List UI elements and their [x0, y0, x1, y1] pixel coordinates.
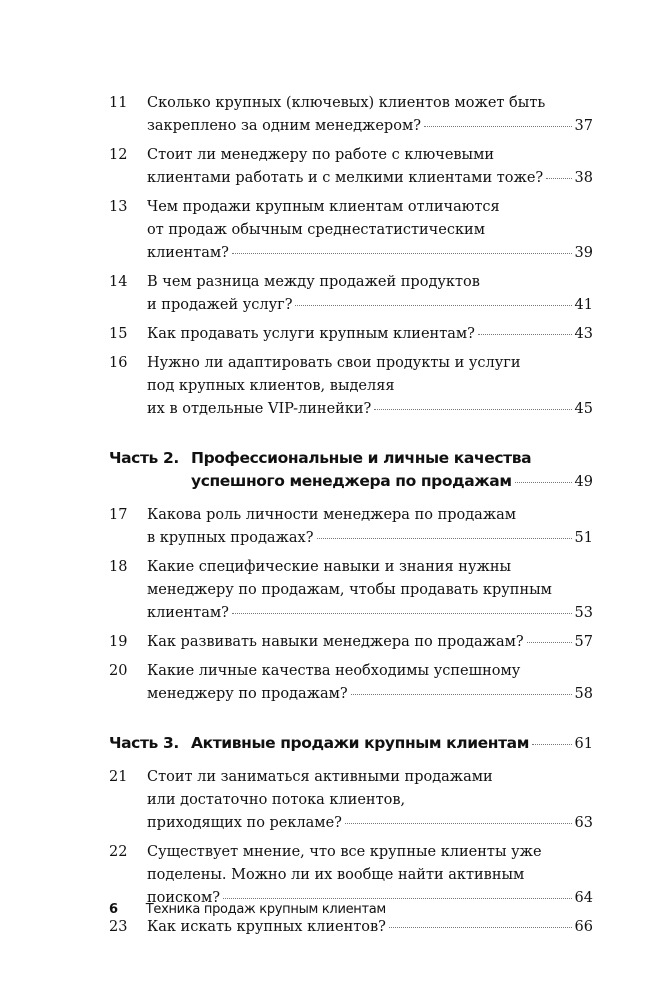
entry-text-line: Существует мнение, что все крупные клиенты уже	[147, 844, 542, 860]
dot-leader	[223, 898, 572, 899]
entry-text-line: В чем разница между продажей продуктов	[147, 274, 480, 290]
entry-text-line: поделены. Можно ли их вообще найти активным	[147, 867, 525, 883]
dot-leader	[232, 613, 572, 614]
page-number: 57	[574, 634, 593, 650]
dot-leader	[389, 927, 572, 928]
entry-number: 21	[109, 769, 128, 785]
entry-text-line: клиентами работать и с мелкими клиентами тоже?	[147, 170, 544, 186]
entry-number: 11	[109, 95, 128, 111]
toc-entry	[109, 504, 593, 550]
entry-text-line: Как искать крупных клиентов?	[147, 919, 386, 935]
dot-leader	[424, 126, 572, 127]
entry-text-line: Сколько крупных (ключевых) клиентов может быть	[147, 95, 546, 111]
page-footer	[109, 902, 386, 917]
entry-text-line: Чем продажи крупным клиентам отличаются	[147, 199, 500, 215]
entry-text-line: Какие специфические навыки и знания нужны	[147, 559, 512, 575]
toc-part-heading	[109, 732, 593, 756]
page-number: 58	[574, 686, 593, 702]
page-number: 53	[574, 605, 593, 621]
entry-text-line: приходящих по рекламе?	[147, 815, 342, 831]
part-label: Часть 3.	[109, 734, 179, 752]
entry-number: 19	[109, 634, 128, 650]
footer-page-number: 6	[109, 902, 118, 917]
toc-entry	[109, 271, 593, 317]
entry-text-line: Стоит ли заниматься активными продажами	[147, 769, 493, 785]
dot-leader	[515, 482, 572, 483]
part-title-line: Активные продажи крупным клиентам	[191, 734, 530, 752]
toc-entry	[109, 352, 593, 421]
entry-number: 17	[109, 507, 128, 523]
toc-entry	[109, 92, 593, 138]
dot-leader	[527, 642, 572, 643]
toc-entry	[109, 556, 593, 625]
entry-text-line: менеджеру по продажам, чтобы продавать крупным	[147, 582, 552, 598]
entry-text-line: под крупных клиентов, выделяя	[147, 378, 395, 394]
entry-text-line: поиском?	[147, 890, 221, 906]
toc-part-heading	[109, 447, 593, 494]
toc-entry	[109, 660, 593, 706]
entry-text-line: клиентам?	[147, 245, 229, 261]
entry-number: 15	[109, 326, 128, 342]
toc-entry	[109, 631, 593, 654]
toc-entry	[109, 144, 593, 190]
entry-text-line: Стоит ли менеджеру по работе с ключевыми	[147, 147, 495, 163]
toc-entry	[109, 766, 593, 835]
entry-text-line: и продажей услуг?	[147, 297, 293, 313]
entry-text-line: менеджеру по продажам?	[147, 686, 348, 702]
dot-leader	[345, 823, 572, 824]
page-number: 37	[574, 118, 593, 134]
page-number: 61	[574, 736, 593, 752]
entry-text-line: Какие личные качества необходимы успешному	[147, 663, 521, 679]
entry-text-line: Как продавать услуги крупным клиентам?	[147, 326, 475, 342]
dot-leader	[546, 178, 571, 179]
footer-book-title: Техника продаж крупным клиентам	[145, 902, 386, 917]
toc-entry	[109, 916, 593, 939]
entry-number: 12	[109, 147, 128, 163]
entry-text-line: Как развивать навыки менеджера по продажам?	[147, 634, 524, 650]
toc-entry	[109, 196, 593, 265]
dot-leader	[532, 744, 572, 745]
entry-text-line: от продаж обычным среднестатистическим	[147, 222, 485, 238]
entry-number: 16	[109, 355, 128, 371]
entry-number: 23	[109, 919, 128, 935]
dot-leader	[317, 538, 572, 539]
entry-number: 22	[109, 844, 128, 860]
dot-leader	[478, 334, 572, 335]
page-number: 41	[574, 297, 593, 313]
entry-text-line: Нужно ли адаптировать свои продукты и услуги	[147, 355, 521, 371]
entry-number: 13	[109, 199, 128, 215]
entry-text-line: их в отдельные VIP-линейки?	[147, 401, 372, 417]
toc-entry	[109, 841, 593, 910]
part-title-line: Профессиональные и личные качества	[191, 449, 532, 467]
page-number: 38	[574, 170, 593, 186]
page-number: 45	[574, 401, 593, 417]
part-title-line: успешного менеджера по продажам	[191, 472, 512, 490]
page-number: 51	[574, 530, 593, 546]
page-number: 39	[574, 245, 593, 261]
dot-leader	[351, 694, 572, 695]
dot-leader	[374, 409, 571, 410]
toc-entry	[109, 323, 593, 346]
part-label: Часть 2.	[109, 449, 179, 467]
entry-text-line: закреплено за одним менеджером?	[147, 118, 421, 134]
entry-number: 18	[109, 559, 128, 575]
page-number: 49	[574, 474, 593, 490]
dot-leader	[232, 253, 572, 254]
page-number: 64	[574, 890, 593, 906]
dot-leader	[295, 305, 571, 306]
page-number: 66	[574, 919, 593, 935]
entry-number: 20	[109, 663, 128, 679]
entry-number: 14	[109, 274, 128, 290]
entry-text-line: клиентам?	[147, 605, 229, 621]
entry-text-line: в крупных продажах?	[147, 530, 314, 546]
entry-text-line: Какова роль личности менеджера по продажам	[147, 507, 517, 523]
page-number: 63	[574, 815, 593, 831]
entry-text-line: или достаточно потока клиентов,	[147, 792, 406, 808]
page-number: 43	[574, 326, 593, 342]
table-of-contents	[109, 92, 593, 945]
